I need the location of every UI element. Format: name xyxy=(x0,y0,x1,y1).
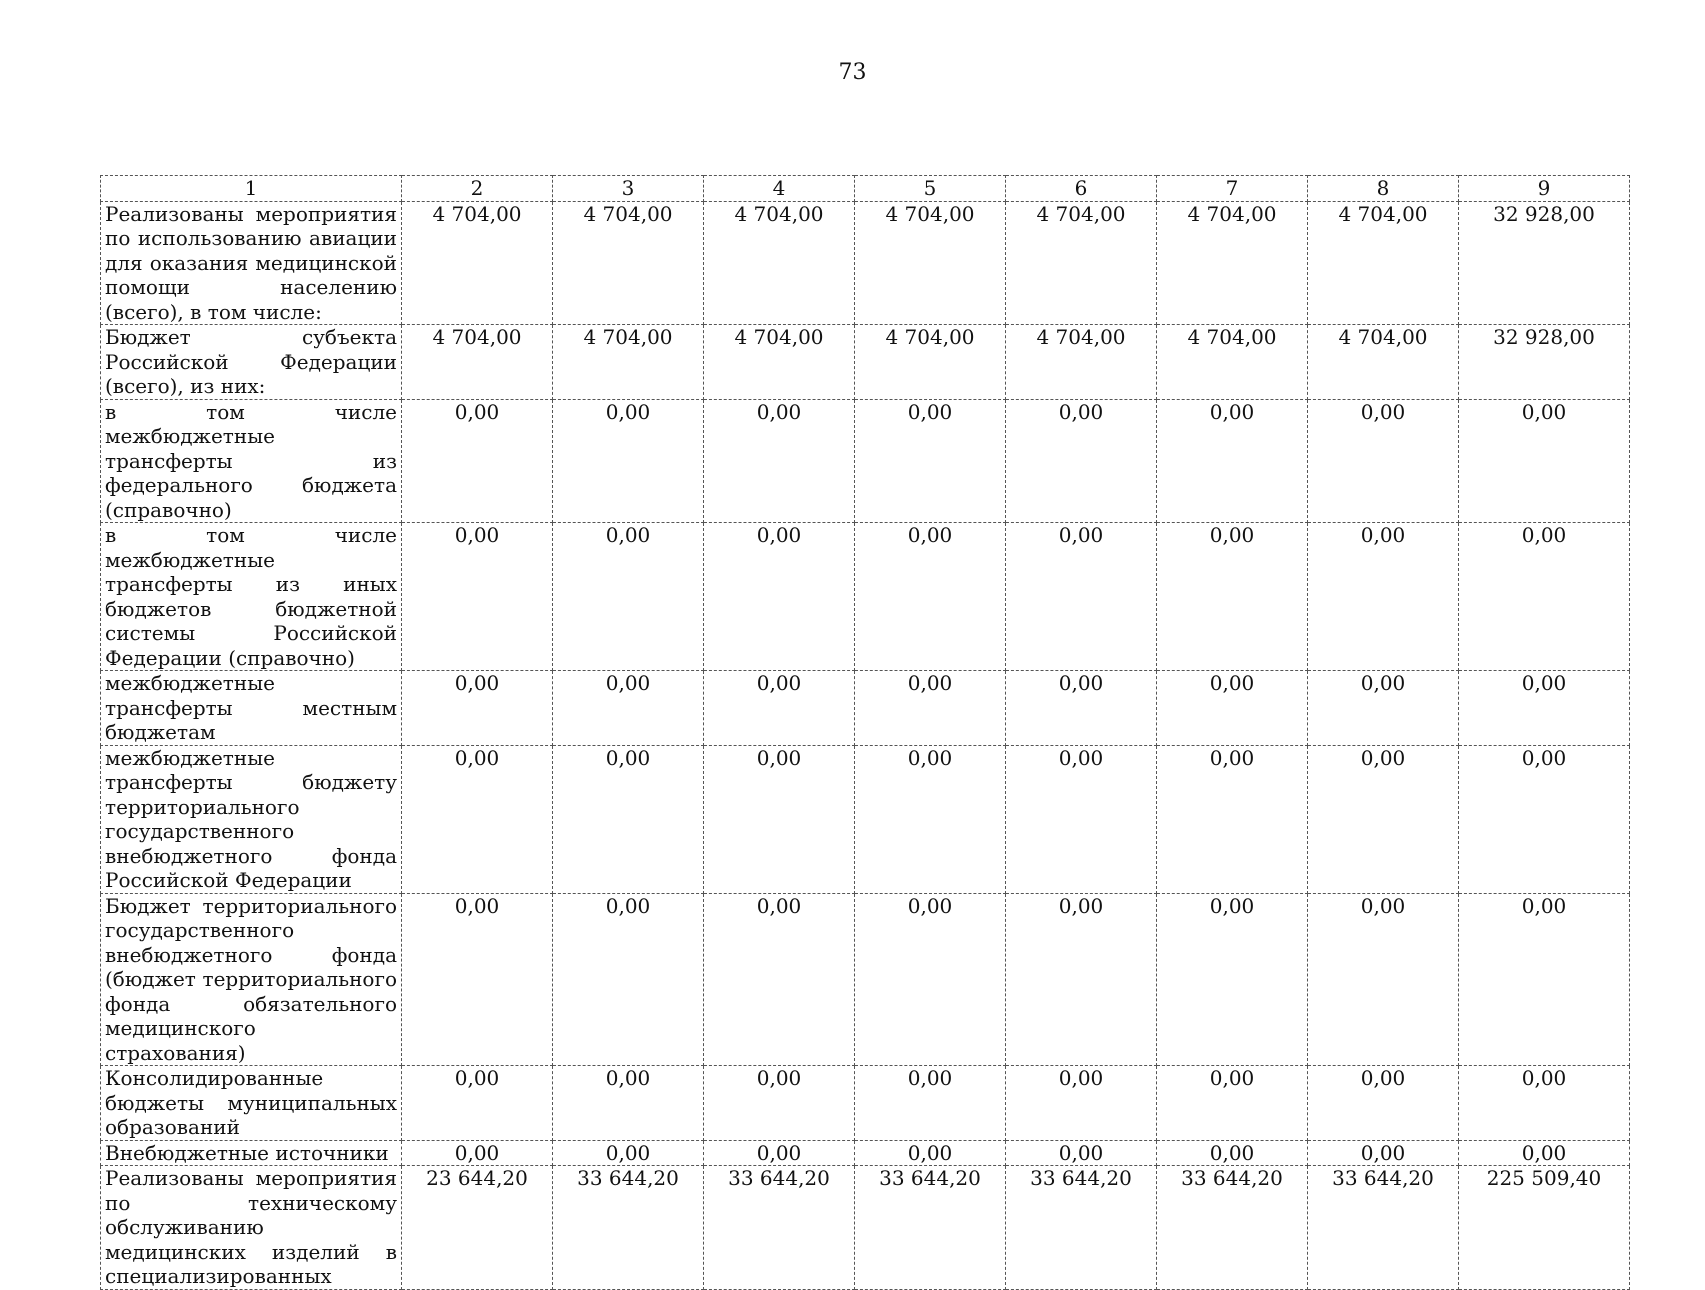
row-value: 0,00 xyxy=(402,1066,553,1141)
row-label: Бюджет субъекта Российской Федерации (всего), из них: xyxy=(101,325,402,400)
budget-table xyxy=(100,175,1630,1290)
row-value: 4 704,00 xyxy=(1006,201,1157,325)
header-cell: 3 xyxy=(553,176,704,202)
row-value: 4 704,00 xyxy=(1308,325,1459,400)
table-row xyxy=(101,325,1630,400)
row-value: 33 644,20 xyxy=(1157,1166,1308,1290)
row-value: 4 704,00 xyxy=(704,201,855,325)
row-value: 0,00 xyxy=(1157,1066,1308,1141)
row-value: 33 644,20 xyxy=(1006,1166,1157,1290)
row-total-value: 225 509,40 xyxy=(1459,1166,1630,1290)
header-cell: 2 xyxy=(402,176,553,202)
row-value: 0,00 xyxy=(855,399,1006,523)
row-value: 0,00 xyxy=(553,1140,704,1166)
header-cell: 9 xyxy=(1459,176,1630,202)
row-value: 0,00 xyxy=(1157,671,1308,746)
row-label: Реализованы мероприятия по использованию авиации для оказания медицинской помощи населению (всего), в том числе: xyxy=(101,201,402,325)
row-value: 0,00 xyxy=(402,745,553,893)
table-row xyxy=(101,1066,1630,1141)
row-value: 0,00 xyxy=(704,893,855,1066)
row-value: 0,00 xyxy=(855,1066,1006,1141)
header-cell: 1 xyxy=(101,176,402,202)
row-value: 4 704,00 xyxy=(553,201,704,325)
row-value: 0,00 xyxy=(402,893,553,1066)
table-row xyxy=(101,399,1630,523)
row-label: Консолидированные бюджеты муниципальных образований xyxy=(101,1066,402,1141)
row-value: 4 704,00 xyxy=(1157,325,1308,400)
row-value: 4 704,00 xyxy=(402,325,553,400)
row-value: 4 704,00 xyxy=(704,325,855,400)
row-total-value: 0,00 xyxy=(1459,1066,1630,1141)
row-label: Бюджет территориального государственного внебюджетного фонда (бюджет территориального фонда обязательного медицинского страхования) xyxy=(101,893,402,1066)
row-value: 0,00 xyxy=(1308,745,1459,893)
table-row xyxy=(101,671,1630,746)
row-label: Внебюджетные источники xyxy=(101,1140,402,1166)
row-value: 0,00 xyxy=(402,399,553,523)
row-value: 0,00 xyxy=(855,523,1006,671)
row-value: 0,00 xyxy=(1006,893,1157,1066)
row-value: 0,00 xyxy=(1157,399,1308,523)
row-total-value: 0,00 xyxy=(1459,1140,1630,1166)
row-value: 4 704,00 xyxy=(855,201,1006,325)
row-value: 0,00 xyxy=(704,399,855,523)
row-value: 0,00 xyxy=(704,1066,855,1141)
row-value: 0,00 xyxy=(704,671,855,746)
header-cell: 7 xyxy=(1157,176,1308,202)
header-cell: 8 xyxy=(1308,176,1459,202)
row-value: 4 704,00 xyxy=(1308,201,1459,325)
row-value: 0,00 xyxy=(1157,1140,1308,1166)
row-total-value: 0,00 xyxy=(1459,523,1630,671)
row-label: межбюджетные трансферты местным бюджетам xyxy=(101,671,402,746)
row-total-value: 0,00 xyxy=(1459,671,1630,746)
row-value: 0,00 xyxy=(1006,1140,1157,1166)
row-label: в том числе межбюджетные трансферты из иных бюджетов бюджетной системы Российской Федерации (справочно) xyxy=(101,523,402,671)
row-value: 0,00 xyxy=(1308,1066,1459,1141)
row-value: 4 704,00 xyxy=(855,325,1006,400)
row-value: 0,00 xyxy=(855,745,1006,893)
row-label: в том числе межбюджетные трансферты из федерального бюджета (справочно) xyxy=(101,399,402,523)
header-cell: 6 xyxy=(1006,176,1157,202)
row-value: 4 704,00 xyxy=(402,201,553,325)
table-row xyxy=(101,745,1630,893)
table-row xyxy=(101,201,1630,325)
page-number: 73 xyxy=(838,60,867,85)
row-value: 0,00 xyxy=(1157,523,1308,671)
row-value: 0,00 xyxy=(855,671,1006,746)
row-value: 0,00 xyxy=(1006,1066,1157,1141)
row-value: 33 644,20 xyxy=(553,1166,704,1290)
row-value: 0,00 xyxy=(402,671,553,746)
row-value: 0,00 xyxy=(402,523,553,671)
row-value: 33 644,20 xyxy=(704,1166,855,1290)
header-cell: 4 xyxy=(704,176,855,202)
row-value: 0,00 xyxy=(1308,523,1459,671)
row-total-value: 32 928,00 xyxy=(1459,325,1630,400)
row-value: 0,00 xyxy=(855,1140,1006,1166)
row-total-value: 0,00 xyxy=(1459,745,1630,893)
row-label: межбюджетные трансферты бюджету территориального государственного внебюджетного фонда Российской Федерации xyxy=(101,745,402,893)
row-value: 0,00 xyxy=(1157,745,1308,893)
table-row xyxy=(101,1140,1630,1166)
table-header-row xyxy=(101,176,1630,202)
row-value: 0,00 xyxy=(1006,399,1157,523)
row-value: 0,00 xyxy=(553,399,704,523)
row-value: 23 644,20 xyxy=(402,1166,553,1290)
row-value: 4 704,00 xyxy=(553,325,704,400)
row-value: 4 704,00 xyxy=(1157,201,1308,325)
row-value: 0,00 xyxy=(704,523,855,671)
row-value: 4 704,00 xyxy=(1006,325,1157,400)
table-row xyxy=(101,1166,1630,1290)
row-value: 0,00 xyxy=(1006,745,1157,893)
row-value: 0,00 xyxy=(855,893,1006,1066)
row-value: 0,00 xyxy=(553,523,704,671)
row-value: 0,00 xyxy=(553,745,704,893)
row-value: 0,00 xyxy=(1308,399,1459,523)
row-value: 0,00 xyxy=(1308,671,1459,746)
row-value: 0,00 xyxy=(704,1140,855,1166)
row-value: 0,00 xyxy=(553,893,704,1066)
row-value: 0,00 xyxy=(1308,893,1459,1066)
row-value: 0,00 xyxy=(402,1140,553,1166)
row-value: 0,00 xyxy=(1006,671,1157,746)
table-row xyxy=(101,523,1630,671)
row-value: 0,00 xyxy=(1006,523,1157,671)
row-value: 0,00 xyxy=(1308,1140,1459,1166)
table-row xyxy=(101,893,1630,1066)
row-value: 0,00 xyxy=(553,671,704,746)
row-value: 0,00 xyxy=(1157,893,1308,1066)
row-value: 33 644,20 xyxy=(1308,1166,1459,1290)
row-label: Реализованы мероприятия по техническому обслуживанию медицинских изделий в специализированных xyxy=(101,1166,402,1290)
row-total-value: 0,00 xyxy=(1459,399,1630,523)
row-value: 33 644,20 xyxy=(855,1166,1006,1290)
row-total-value: 0,00 xyxy=(1459,893,1630,1066)
header-cell: 5 xyxy=(855,176,1006,202)
row-value: 0,00 xyxy=(553,1066,704,1141)
row-value: 0,00 xyxy=(704,745,855,893)
row-total-value: 32 928,00 xyxy=(1459,201,1630,325)
